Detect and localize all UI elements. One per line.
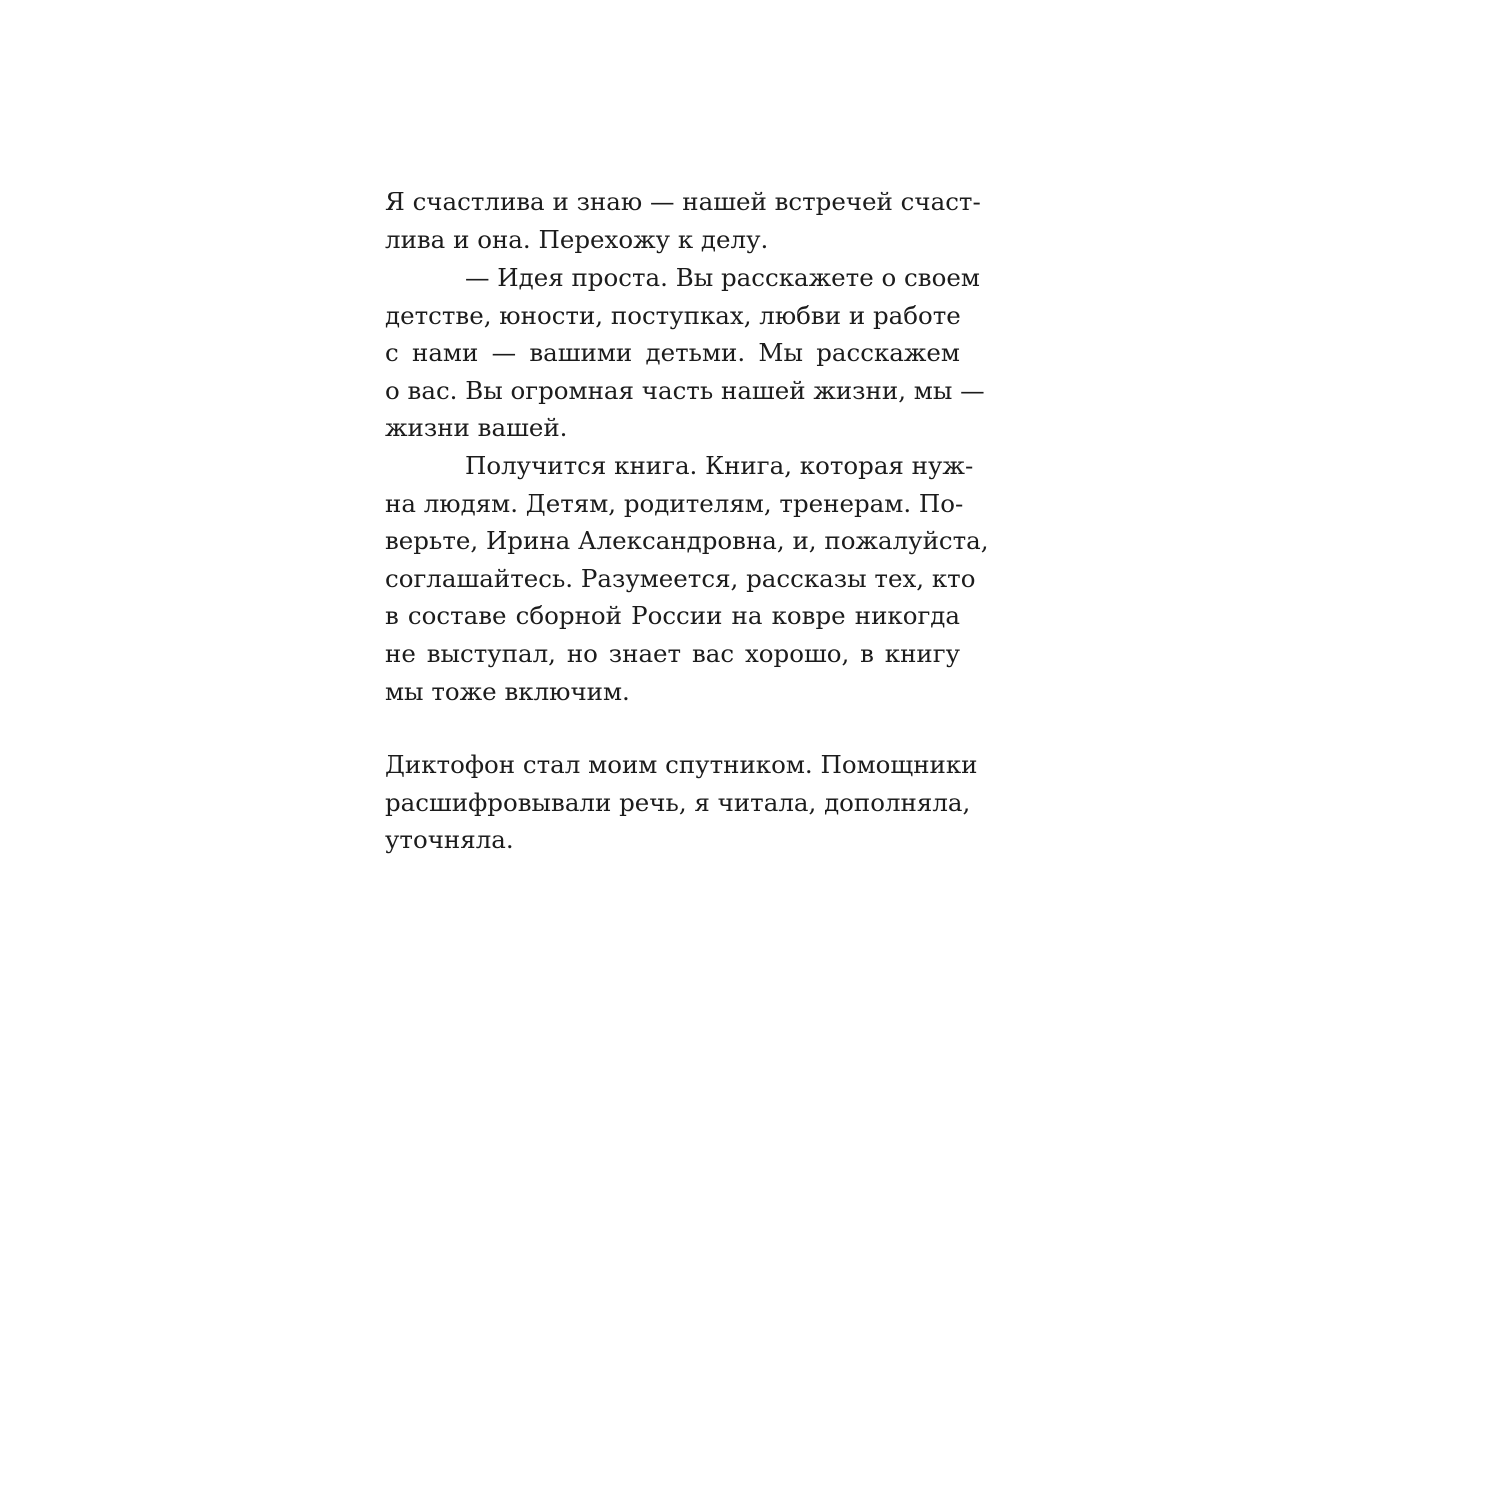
text-line: Диктофон стал моим спутником. Помощники <box>385 750 978 779</box>
paragraph-book <box>385 447 989 710</box>
text-line: на людям. Детям, родителям, тренерам. По- <box>385 488 964 518</box>
text-line: соглашайтесь. Разумеется, рассказы тех, кто <box>385 563 976 593</box>
text-line: с нами — вашими детьми. Мы расскажем <box>385 338 960 368</box>
text-line: жизни вашей. <box>385 413 568 443</box>
text-line: в составе сборной России на ковре никогда <box>385 601 960 631</box>
text-line: о вас. Вы огромная часть нашей жизни, мы — <box>385 375 985 405</box>
paragraph-dictaphone <box>385 746 978 859</box>
text-line: лива и она. Перехожу к делу. <box>385 224 769 254</box>
text-line: детстве, юности, поступках, любви и работе <box>385 300 961 330</box>
text-line: уточняла. <box>385 825 514 855</box>
text-line: верьте, Ирина Александровна, и, пожалуйста, <box>385 526 989 556</box>
text-line: расшифровывали речь, я читала, дополняла, <box>385 787 971 817</box>
text-line: не выступал, но знает вас хорошо, в книгу <box>385 638 960 668</box>
text-line: мы тоже включим. <box>385 676 630 706</box>
text-line: Я счастлива и знаю — нашей встречей счаст- <box>385 187 981 216</box>
text-line: — Идея проста. Вы расскажете о своем <box>465 263 980 292</box>
paragraph-intro <box>385 183 981 258</box>
text-line: Получится книга. Книга, которая нуж- <box>465 451 974 480</box>
paragraph-idea <box>385 259 985 447</box>
